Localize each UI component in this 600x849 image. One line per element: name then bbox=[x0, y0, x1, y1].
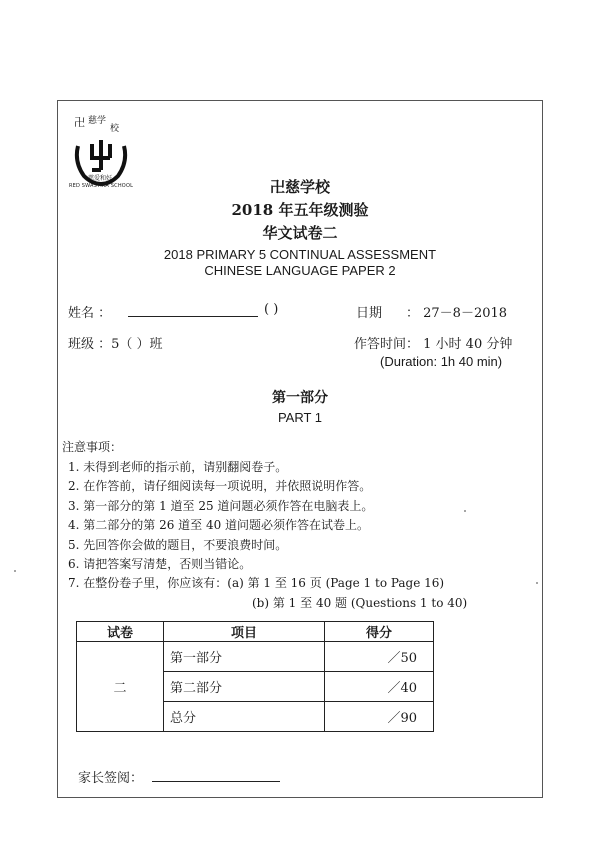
notice-item-7b: (b) 第 1 至 40 题 (Questions 1 to 40) bbox=[252, 596, 468, 610]
item-cell: 第一部分 bbox=[164, 642, 325, 672]
notice-list bbox=[68, 458, 444, 594]
part-heading-cn: 第一部分 bbox=[272, 390, 328, 406]
svg-text:卍: 卍 bbox=[74, 116, 85, 129]
notice-item: 3. 第一部分的第 1 道至 25 道问题必须作答在电脑表上。 bbox=[68, 498, 374, 513]
score-cell[interactable]: ／50 bbox=[325, 642, 434, 672]
table-row bbox=[77, 642, 434, 672]
svg-text:慈爱和好: 慈爱和好 bbox=[88, 175, 113, 182]
class-field: 班级 ：5（ ）班 bbox=[68, 337, 163, 352]
notice-item: 5. 先回答你会做的题目，不要浪费时间。 bbox=[68, 537, 288, 552]
signature-line[interactable] bbox=[152, 781, 280, 782]
notice-item: 2. 在作答前，请仔细阅读每一项说明，并依照说明作答。 bbox=[68, 479, 372, 494]
scan-speck bbox=[536, 582, 538, 584]
name-field[interactable] bbox=[128, 316, 258, 317]
notice-item: 7. 在整份卷子里，你应该有：(a) 第 1 至 16 页 (Page 1 to Page 16) bbox=[68, 576, 445, 591]
score-table bbox=[76, 621, 434, 732]
paper-title: 华文试卷二 bbox=[262, 224, 338, 242]
duration: (Duration: 1h 40 min) bbox=[380, 354, 503, 369]
english-title-1: 2018 PRIMARY 5 CONTINUAL ASSESSMENT bbox=[163, 247, 437, 262]
name-label: 姓名 ： bbox=[68, 306, 112, 321]
notice-item: 6. 请把答案写清楚，否则当错论。 bbox=[68, 556, 252, 571]
score-cell[interactable]: ／40 bbox=[325, 672, 434, 702]
notice-item: 1. 未得到老师的指示前，请别翻阅卷子。 bbox=[68, 460, 288, 474]
time-label: 作答时间： 1 小时 40 分钟 bbox=[354, 337, 513, 352]
exam-title: 2018 年五年级测验 bbox=[231, 201, 369, 219]
date-label: 日期 bbox=[356, 306, 383, 321]
svg-text:慈学: 慈学 bbox=[88, 116, 107, 126]
notice-item: 4. 第二部分的第 26 道至 40 道问题必须作答在试卷上。 bbox=[68, 518, 370, 533]
item-cell: 第二部分 bbox=[164, 672, 325, 702]
header-score: 得分 bbox=[325, 622, 434, 642]
item-cell: 总分 bbox=[164, 702, 325, 732]
index-paren: ( ) bbox=[264, 302, 279, 317]
notice-title: 注意事项： bbox=[62, 440, 123, 454]
scan-speck bbox=[464, 510, 466, 512]
score-cell[interactable]: ／90 bbox=[325, 702, 434, 732]
header-item: 项目 bbox=[164, 622, 325, 642]
header-paper: 试卷 bbox=[77, 622, 164, 642]
logo-caption: RED SWASTIKA SCHOOL bbox=[68, 183, 134, 189]
scan-speck bbox=[14, 570, 16, 572]
paper-number: 二 bbox=[77, 642, 164, 732]
svg-text:校: 校 bbox=[110, 124, 120, 134]
date-value: ： 27－8－2018 bbox=[406, 306, 508, 321]
school-name: 卍慈学校 bbox=[269, 178, 330, 196]
part-heading-en: PART 1 bbox=[277, 410, 323, 425]
signature-label: 家长签阅： bbox=[78, 771, 144, 786]
english-title-2: CHINESE LANGUAGE PAPER 2 bbox=[204, 263, 396, 278]
